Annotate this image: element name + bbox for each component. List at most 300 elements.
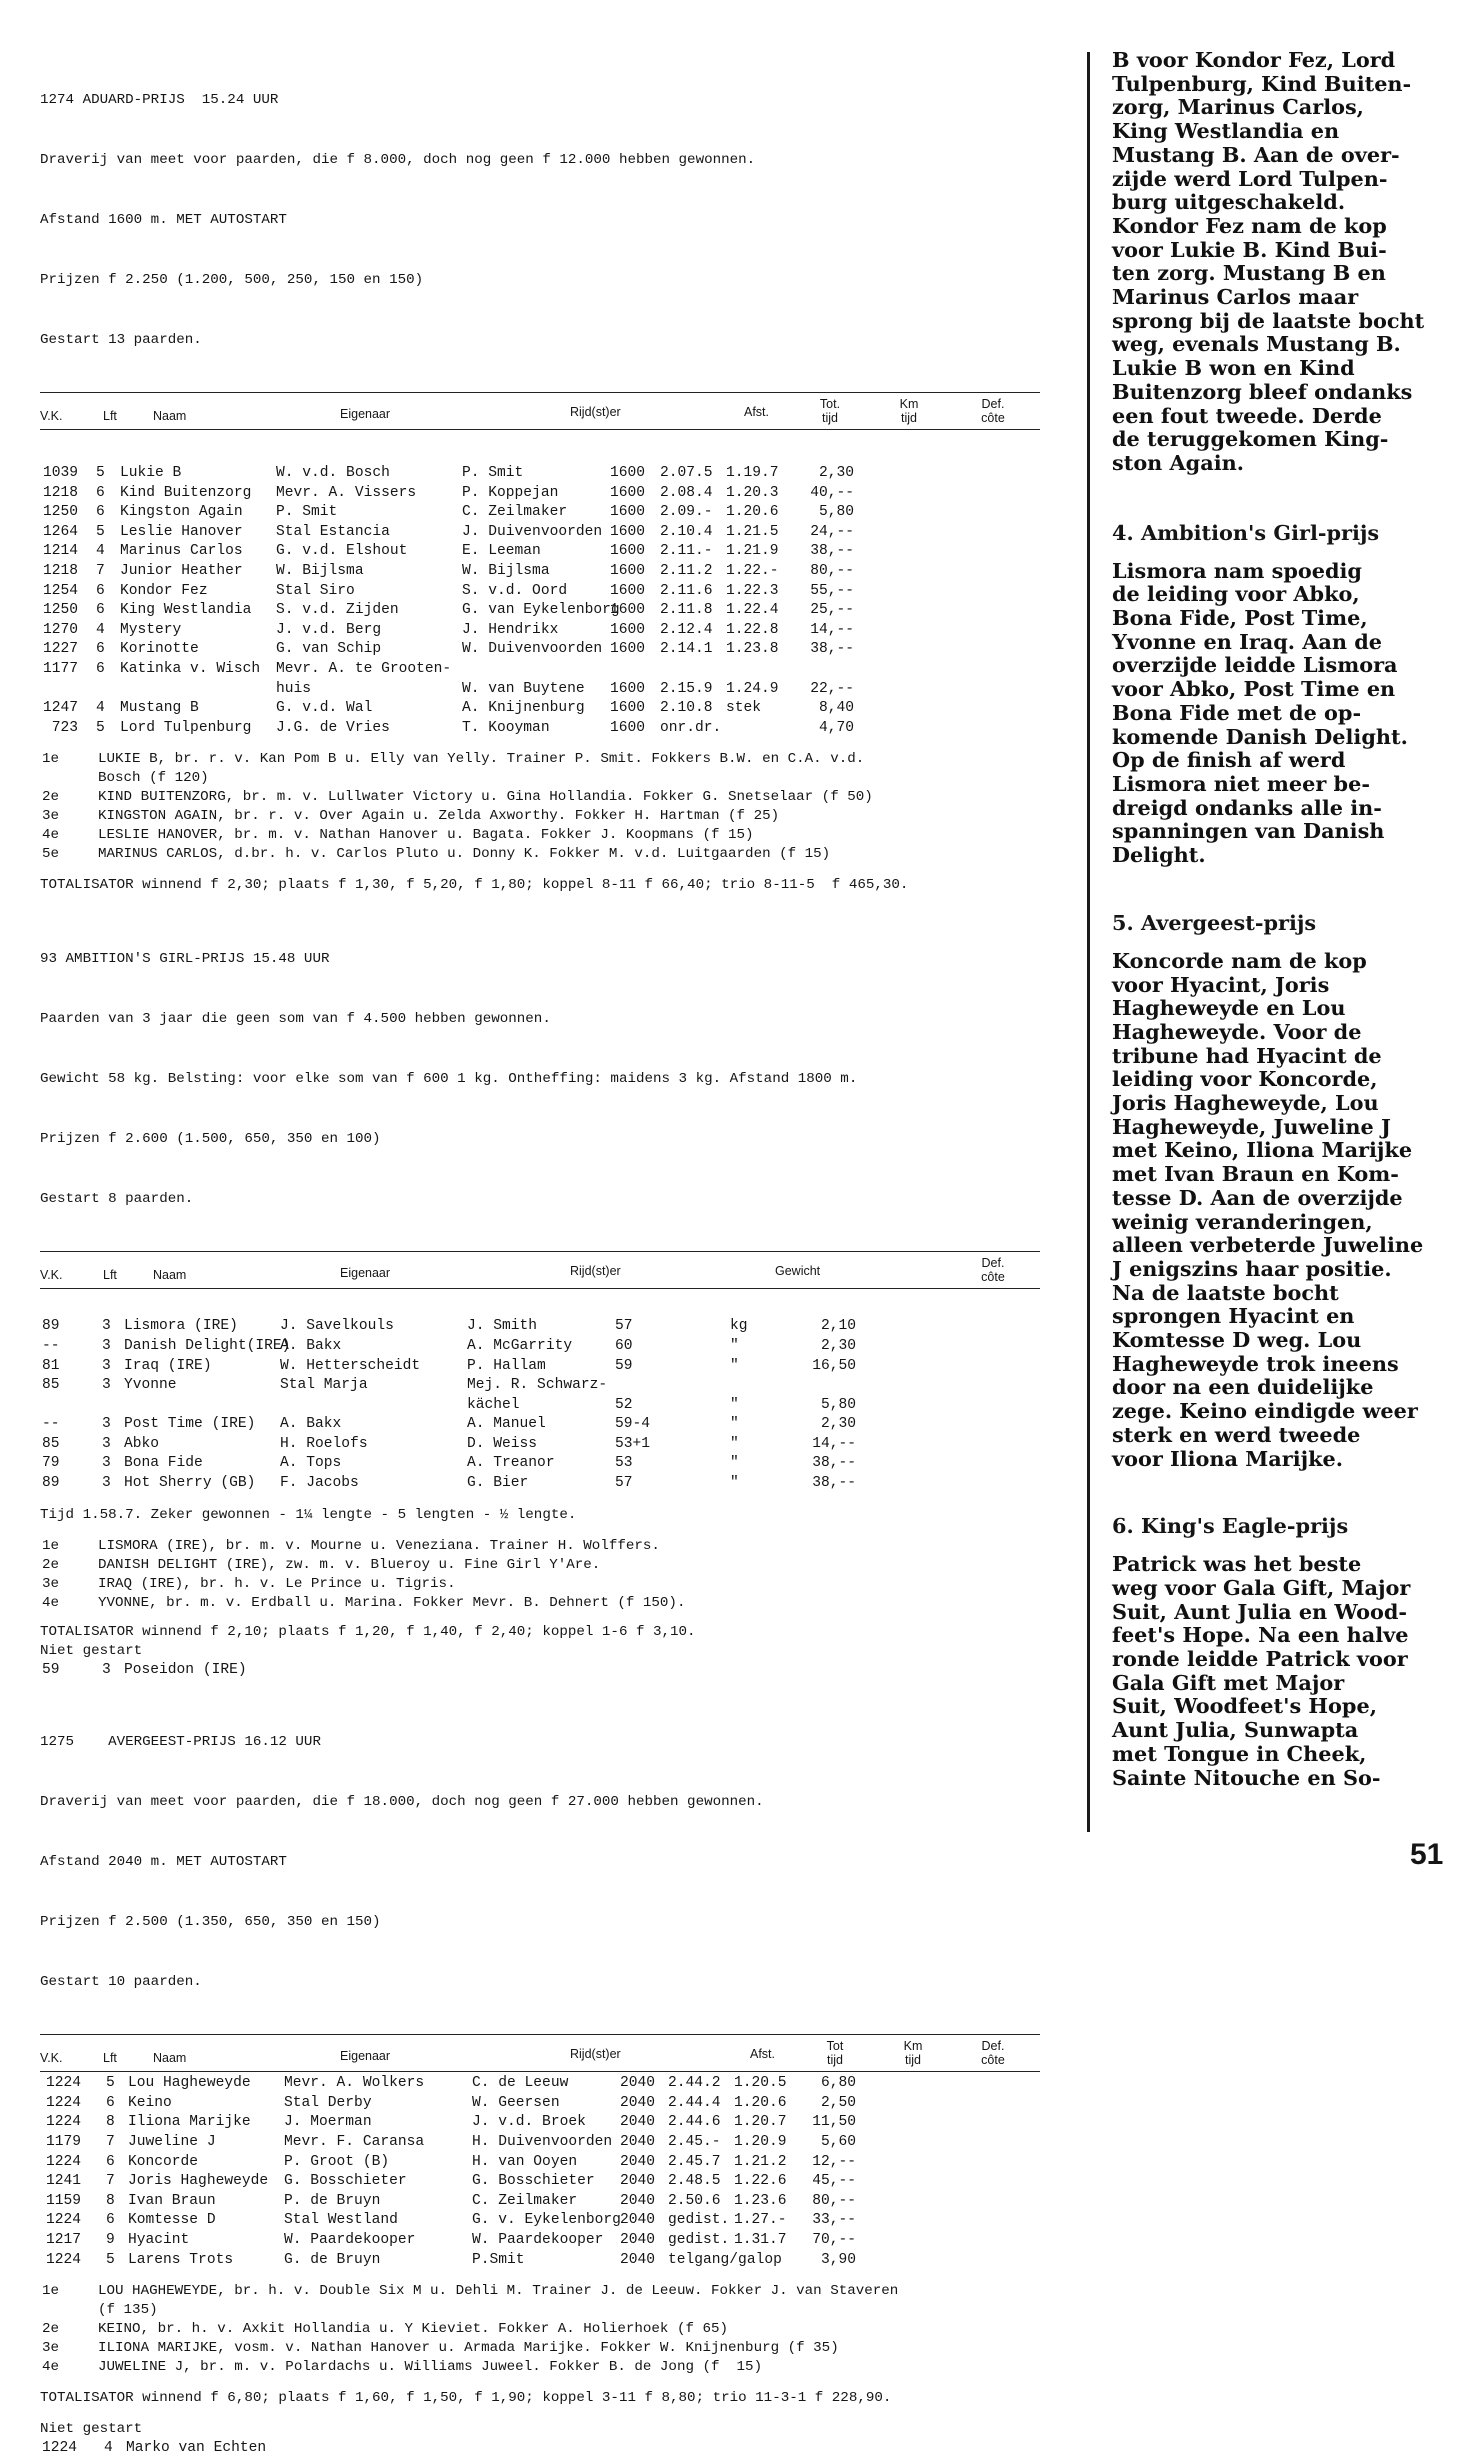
cell-gewicht: 53+1 [615,1435,651,1452]
cell-lft: 7 [106,2173,115,2190]
col-eigenaar: Eigenaar [340,1266,391,1281]
cell-naam: Mystery [120,621,182,638]
cell-eigenaar: Stal Derby [284,2094,372,2111]
cell-afst: 1600 [610,602,646,619]
cell-naam: King Westlandia [120,602,252,619]
race3-conditions: Draverij van meet voor paarden, die f 18.000, doch nog geen f 27.000 hebben gewonnen. [40,1794,764,1811]
placing: 3e [42,1575,60,1592]
result-text: KIND BUITENZORG, br. m. v. Lullwater Victory u. Gina Hollandia. Fokker G. Snetselaar (f 50) [98,789,873,806]
placing: 3e [42,808,60,825]
table-row [40,2133,1040,2153]
cell-naam: Marinus Carlos [120,543,243,560]
cell-km: 1.23.8 [726,641,779,658]
cell-lft: 3 [102,1416,111,1433]
race3-not-started-label: Niet gestart [40,2421,143,2438]
race2-results [40,1537,1050,1613]
race3-prizes: Prijzen f 2.500 (1.350, 650, 350 en 150) [40,1914,381,1931]
cell-naam: Larens Trots [128,2251,234,2268]
result-text: KINGSTON AGAIN, br. r. v. Over Again u. Zelda Axworthy. Fokker H. Hartman (f 25) [98,808,780,825]
cell-eigenaar: J. Moerman [284,2114,372,2131]
cell-vk: 1224 [46,2094,82,2111]
cell-naam: Lou Hagheweyde [128,2075,251,2092]
cell-lft: 3 [102,1377,111,1394]
cell-naam: Kingston Again [120,504,243,521]
cell-eigenaar: W. Paardekooper [284,2232,416,2248]
cell-def: 38,-- [812,1455,856,1472]
cell-naam: Iraq (IRE) [124,1357,212,1374]
cell-rijder: J. v.d. Broek [472,2114,586,2131]
cell-unit: " [730,1455,739,1472]
cell-def: 11,50 [812,2114,856,2131]
cell-vk: 79 [42,1455,60,1472]
table-row [40,2172,1040,2192]
cell-eigenaar: G. Bosschieter [284,2173,407,2190]
race2-prizes: Prijzen f 2.600 (1.500, 650, 350 en 100) [40,1131,381,1148]
cell-naam: Koncorde [128,2153,199,2170]
cell-lft: 8 [106,2114,115,2131]
cell-vk: 81 [42,1357,60,1374]
col-naam: Naam [153,409,187,423]
cell-afst: 1600 [610,680,646,697]
race1-rows [40,430,1040,738]
cell-afst: 2040 [620,2094,656,2111]
placing: 2e [42,1556,60,1573]
cell-lft: 4 [96,621,105,638]
cell-eigenaar: J. v.d. Berg [276,621,382,638]
cell-tot: 2.44.6 [668,2114,721,2131]
cell-naam: Hot Sherry (GB) [124,1475,256,1492]
cell-lft: 6 [106,2153,115,2170]
cell-afst: 1600 [610,523,646,540]
cell-vk: 89 [42,1475,60,1492]
table-row [40,2231,1040,2251]
cell-eigenaar: Mevr. A. Wolkers [284,2075,425,2092]
table-row [40,2251,1040,2271]
cell-tot: 2.11.- [660,543,713,560]
placing: 4e [42,2359,60,2376]
cell-afst: 1600 [610,582,646,599]
race1-started: Gestart 13 paarden. [40,332,202,348]
cell-rijder: W. Bijlsma [462,562,550,579]
cell-eigenaar: S. v.d. Zijden [276,602,399,619]
table-row [40,719,1040,739]
col-lft: Lft [103,2051,117,2066]
col-rijder: Rijd(st)er [570,1264,621,1279]
race3-title: 1275 AVERGEEST-PRIJS 16.12 UUR [40,1734,321,1751]
col-tot: Tot. tijd [819,397,841,425]
cell-tot: 2.45.- [668,2134,721,2151]
col-tot: Tot tijd [826,2039,844,2068]
cell-vk: 1254 [42,582,78,599]
cell-eigenaar: P. Smit [276,504,338,521]
race2-not-started-label: Niet gestart [40,1642,143,1659]
race2-started: Gestart 8 paarden. [40,1191,194,1208]
cell-lft: 6 [96,504,105,521]
cell-tot: 2.08.4 [660,484,713,501]
cell-afst: 1600 [610,465,646,481]
cell-def: 40,-- [810,484,854,501]
result-line [40,2339,1050,2358]
table-row [40,503,1040,523]
result-text: ILIONA MARIJKE, vosm. v. Nathan Hanover u. Armada Marijke. Fokker W. Knijnenburg (f 35) [98,2340,839,2357]
cell-def: 22,-- [810,680,854,697]
cell-def: 70,-- [812,2232,856,2248]
cell-lft: 6 [96,484,105,501]
placing: 5e [42,846,60,863]
cell-gewicht: 60 [615,1337,633,1354]
cell-rijder: T. Kooyman [462,719,550,736]
cell-eigenaar: F. Jacobs [280,1475,359,1492]
cell-rijder: C. Zeilmaker [472,2192,578,2209]
cell-def: 55,-- [810,582,854,599]
race1-header [40,50,1050,390]
race1-conditions: Draverij van meet voor paarden, die f 8.000, doch nog geen f 12.000 hebben gewonnen. [40,152,756,168]
placing: 2e [42,789,60,806]
result-line [40,1537,1050,1556]
cell-tot: telgang/galop [668,2251,782,2268]
cell-rijder: J. Smith [467,1318,538,1335]
cell-km: 1.22.6 [734,2173,787,2190]
cell-lft: 6 [106,2094,115,2111]
cell-def: 5,80 [818,504,854,521]
cell-def: 2,10 [820,1318,856,1335]
col-eigenaar: Eigenaar [340,407,391,421]
cell-vk: 1224 [46,2251,82,2268]
cell-naam: Komtesse D [128,2212,216,2229]
cell-eigenaar: Stal Marja [280,1377,368,1394]
race-results-column [40,50,1050,2459]
cell-naam: Mustang B [120,700,199,717]
cell-eigenaar: A. Bakx [280,1337,342,1354]
cell-naam: Hyacint [128,2232,190,2248]
result-text: KEINO, br. h. v. Axkit Hollandia u. Y Kieviet. Fokker A. Holierhoek (f 65) [98,2321,729,2338]
cell-naam: Lord Tulpenburg [120,719,252,736]
cell-rijder: G. Bosschieter [472,2173,595,2190]
cell-def: 6,80 [820,2075,856,2092]
race2-not-started-row: 59 3 Poseidon (IRE) [42,1661,247,1678]
cell-vk: 1179 [46,2134,82,2151]
race3-started: Gestart 10 paarden. [40,1974,202,1991]
race1-results [40,750,1050,864]
cell-lft: 7 [106,2134,115,2151]
col-km: Km tijd [899,397,919,425]
col-def: Def. côte [981,1256,1005,1285]
cell-vk: 85 [42,1377,60,1394]
cell-afst: 1600 [610,641,646,658]
cell-afst: 2040 [620,2134,656,2151]
table-row [40,1415,1040,1435]
result-text: (f 135) [98,2302,158,2319]
table-row [40,699,1040,719]
cell-rijder: G. Bier [467,1475,529,1492]
cell-lft: 9 [106,2232,115,2248]
result-line [40,788,1050,807]
table-row [40,1435,1040,1455]
cell-eigenaar: J.G. de Vries [276,719,390,736]
cell-unit: " [730,1357,739,1374]
cell-naam: Yvonne [124,1377,177,1394]
cell-km: 1.20.6 [726,504,779,521]
cell-eigenaar: W. v.d. Bosch [276,465,390,481]
cell-km: 1.31.7 [734,2232,787,2248]
cell-km: 1.21.5 [726,523,779,540]
race3-distance: Afstand 2040 m. MET AUTOSTART [40,1854,287,1871]
cell-km: 1.27.- [734,2212,787,2229]
cell-eigenaar: J. Savelkouls [280,1318,394,1335]
cell-def: 2,30 [820,1416,856,1433]
table-row [40,2192,1040,2212]
placing: 1e [42,2283,60,2300]
cell-gewicht: 52 [615,1396,633,1413]
result-line [40,1556,1050,1575]
cell-lft: 4 [96,700,105,717]
col-naam: Naam [153,1268,187,1283]
cell-tot: gedist. [668,2232,730,2248]
cell-lft: 6 [96,641,105,658]
cell-lft: 8 [106,2192,115,2209]
cell-tot: 2.07.5 [660,465,713,481]
cell-def: 14,-- [812,1435,856,1452]
cell-tot: 2.44.2 [668,2075,721,2092]
cell-eigenaar: Stal Westland [284,2212,398,2229]
cell-def: 38,-- [810,641,854,658]
cell-km: 1.23.6 [734,2192,787,2209]
cell-tot: 2.14.1 [660,641,713,658]
section-5-text: Koncorde nam de kop voor Hyacint, Joris Hagheweyde en Lou Hagheweyde. Voor de tribune had Hyacint de leiding voor Koncorde, Joris Hagheweyde, Lou Hagheweyde, Juweline J met Keino, Iliona Marijke met Ivan Braun en Kom- tesse D. Aan de overzijde weinig veranderingen, alleen verbeterde Juweline J enigszins haar positie. Na de laatste bocht sprongen Hyacint en Komtesse D weg. Lou Hagheweyde trok ineens door na een duidelijke zege. Keino eindigde weer sterk en werd tweede voor Iliona Marijke. [1112,947,1424,1471]
cell-afst: 2040 [620,2251,656,2268]
result-line [40,2320,1050,2339]
cell-vk: 1217 [46,2232,82,2248]
cell-naam: Abko [124,1435,160,1452]
cell-unit: " [730,1337,739,1354]
cell-km: 1.19.7 [726,465,779,481]
cell-afst: 1600 [610,562,646,579]
table-row [40,542,1040,562]
table-row [40,1357,1040,1377]
cell-def: 33,-- [812,2212,856,2229]
cell-tot: 2.15.9 [660,680,713,697]
cell-rijder: W. van Buytene [462,680,585,697]
cell-rijder: W. Duivenvoorden [462,641,603,658]
result-text: Bosch (f 120) [98,770,209,787]
cell-km: 1.22.8 [726,621,779,638]
cell-rijder: J. Hendrikx [462,621,559,638]
col-rijder: Rijd(st)er [570,2047,621,2062]
cell-eigenaar: Stal Estancia [276,523,390,540]
race2-header [40,909,1050,1249]
cell-afst: 2040 [620,2232,656,2248]
cell-naam: Keino [128,2094,172,2111]
cell-lft: 7 [96,562,105,579]
cell-km: 1.24.9 [726,680,779,697]
cell-def: 14,-- [810,621,854,638]
race1-table [40,392,1040,738]
table-row [40,1376,1040,1415]
cell-naam: Kind Buitenzorg [120,484,252,501]
col-afst: Afst. [744,405,770,419]
table-row [40,484,1040,504]
cell-def: 38,-- [810,543,854,560]
cell-eigenaar: G. v.d. Wal [276,700,373,717]
col-eigenaar: Eigenaar [340,2049,391,2064]
cell-lft: 6 [96,660,105,677]
result-line [40,750,1050,769]
cell-unit: " [730,1396,739,1413]
commentary-intro: B voor Kondor Fez, Lord Tulpenburg, Kind Buiten- zorg, Marinus Carlos, King Westlandia en Mustang B. Aan de over- zijde werd Lord Tulpen- burg uitgeschakeld. Kondor Fez nam de kop voor Lukie B. Kind Bui- ten zorg. Mustang B en Marinus Carlos maar sprong bij de laatste bocht weg, evenals Mustang B. Lukie B won en Kind Buitenzorg bleef ondanks een fout tweede. Derde de teruggekomen King- ston Again. [1112,47,1425,475]
table-row [40,660,1040,699]
placing: 4e [42,827,60,844]
race1-prizes: Prijzen f 2.250 (1.200, 500, 250, 150 en 150) [40,272,424,288]
cell-def: 80,-- [812,2192,856,2209]
cell-naam: Lismora (IRE) [124,1318,238,1335]
table-row [40,1474,1040,1494]
cell-lft: 3 [102,1357,111,1374]
cell-eigenaar: Mevr. A. Vissers [276,484,417,501]
race1-column-header [40,392,1040,430]
cell-eigenaar: Stal Siro [276,582,355,599]
result-line [40,1594,1050,1613]
result-line [40,826,1050,845]
cell-def: 2,30 [820,1337,856,1354]
cell-def: 5,60 [820,2134,856,2151]
cell-eigenaar: Mevr. F. Caransa [284,2134,425,2151]
result-text: DANISH DELIGHT (IRE), zw. m. v. Blueroy u. Fine Girl Y'Are. [98,1556,601,1573]
cell-lft: 3 [102,1475,111,1492]
result-line [40,769,1050,788]
cell-eigenaar: A. Tops [280,1455,342,1472]
cell-rijder: C. Zeilmaker [462,504,568,521]
table-row [40,601,1040,621]
cell-rijder: S. v.d. Oord [462,582,568,599]
cell-rijder: P. Smit [462,465,524,481]
cell-def: 3,90 [820,2251,856,2268]
cell-def: 45,-- [812,2173,856,2190]
table-row [40,562,1040,582]
cell-vk: 85 [42,1435,60,1452]
col-naam: Naam [153,2051,187,2066]
column-divider [1087,52,1090,1832]
result-text: LISMORA (IRE), br. m. v. Mourne u. Veneziana. Trainer H. Wolffers. [98,1537,660,1554]
cell-def: 80,-- [810,562,854,579]
section-6-text: Patrick was het beste weg voor Gala Gift, Major Suit, Aunt Julia en Wood- feet's Hope. Na een halve ronde leidde Patrick voor Gala Gift met Major Suit, Woodfeet's Hope, Aunt Julia, Sunwapta met Tongue in Cheek, Sainte Nitouche en So- [1112,1551,1411,1790]
cell-tot: 2.44.4 [668,2094,721,2111]
cell-unit: " [730,1435,739,1452]
cell-tot: 2.45.7 [668,2153,721,2170]
cell-eigenaar: G. v.d. Elshout [276,543,408,560]
cell-naam: Lukie B [120,465,182,481]
race3-column-header [40,2034,1040,2072]
cell-km: 1.20.5 [734,2075,787,2092]
col-gewicht: Gewicht [775,1264,821,1279]
cell-afst: 1600 [610,719,646,736]
cell-lft: 5 [106,2075,115,2092]
result-text: IRAQ (IRE), br. h. v. Le Prince u. Tigris. [98,1575,456,1592]
cell-tot: onr.dr. [660,719,722,736]
placing: 2e [42,2321,60,2338]
cell-rijder: D. Weiss [467,1435,538,1452]
cell-naam: Bona Fide [124,1455,203,1472]
race2-conditions: Paarden van 3 jaar die geen som van f 4.500 hebben gewonnen. [40,1011,551,1028]
placing: 1e [42,751,60,768]
cell-lft: 3 [102,1435,111,1452]
cell-vk: 1224 [46,2153,82,2170]
cell-rijder: P. Hallam [467,1357,546,1374]
cell-eigenaar: P. de Bruyn [284,2192,381,2209]
cell-vk: 1250 [42,602,78,619]
cell-afst: 2040 [620,2114,656,2131]
col-vk: V.K. [40,409,63,423]
cell-naam: Danish Delight(IRE) [124,1337,291,1354]
cell-vk: -- [42,1416,60,1433]
section-6-title: 6. King's Eagle-prijs [1112,1513,1349,1539]
cell-gewicht: 53 [615,1455,633,1472]
cell-afst: 1600 [610,484,646,501]
result-text: MARINUS CARLOS, d.br. h. v. Carlos Pluto u. Donny K. Fokker M. v.d. Luitgaarden (f 15) [98,846,831,863]
result-line [40,2358,1050,2377]
cell-afst: 1600 [610,700,646,717]
col-def: Def. côte [981,397,1005,425]
cell-vk: 1264 [42,523,78,540]
cell-vk: 1218 [42,562,78,579]
cell-lft: 5 [96,719,105,736]
cell-km: 1.20.6 [734,2094,787,2111]
result-line [40,845,1050,864]
result-line [40,2301,1050,2320]
cell-rijder: Mej. R. Schwarz- kächel [467,1377,608,1413]
cell-lft: 6 [96,582,105,599]
cell-def: 4,70 [818,719,854,736]
placing: 4e [42,1594,60,1611]
cell-rijder: A. Knijnenburg [462,700,585,717]
cell-rijder: E. Leeman [462,543,541,560]
cell-lft: 4 [96,543,105,560]
cell-km: 1.21.9 [726,543,779,560]
section-4-title: 4. Ambition's Girl-prijs [1112,519,1380,545]
table-row [40,1337,1040,1357]
cell-gewicht: 59 [615,1357,633,1374]
cell-afst: 2040 [620,2153,656,2170]
cell-km: stek [726,700,762,717]
result-line [40,1575,1050,1594]
cell-vk: -- [42,1337,60,1354]
cell-vk: 1224 [46,2075,82,2092]
cell-vk: 89 [42,1318,60,1335]
table-row [40,1454,1040,1474]
cell-vk: 1270 [42,621,78,638]
cell-vk: 1247 [42,700,78,717]
table-row [40,582,1040,602]
table-row [40,2113,1040,2133]
cell-vk: 1227 [42,641,78,658]
col-lft: Lft [103,1268,117,1283]
placing: 3e [42,2340,60,2357]
cell-gewicht: 57 [615,1318,633,1335]
cell-eigenaar: G. de Bruyn [284,2251,381,2268]
cell-gewicht: 59-4 [615,1416,651,1433]
cell-km: 1.20.3 [726,484,779,501]
cell-rijder: G. v. Eykelenborg [472,2212,621,2229]
cell-afst: 1600 [610,504,646,521]
cell-gewicht: 57 [615,1475,633,1492]
col-km: Km tijd [903,2039,923,2068]
cell-km: 1.22.- [726,562,779,579]
cell-def: 24,-- [810,523,854,540]
cell-km: 1.22.4 [726,602,779,619]
cell-km: 1.20.7 [734,2114,787,2131]
result-text: JUWELINE J, br. m. v. Polardachs u. Williams Juweel. Fokker B. de Jong (f 15) [98,2359,763,2376]
cell-km: 1.22.3 [726,582,779,599]
result-text: YVONNE, br. m. v. Erdball u. Marina. Fokker Mevr. B. Dehnert (f 150). [98,1594,686,1611]
